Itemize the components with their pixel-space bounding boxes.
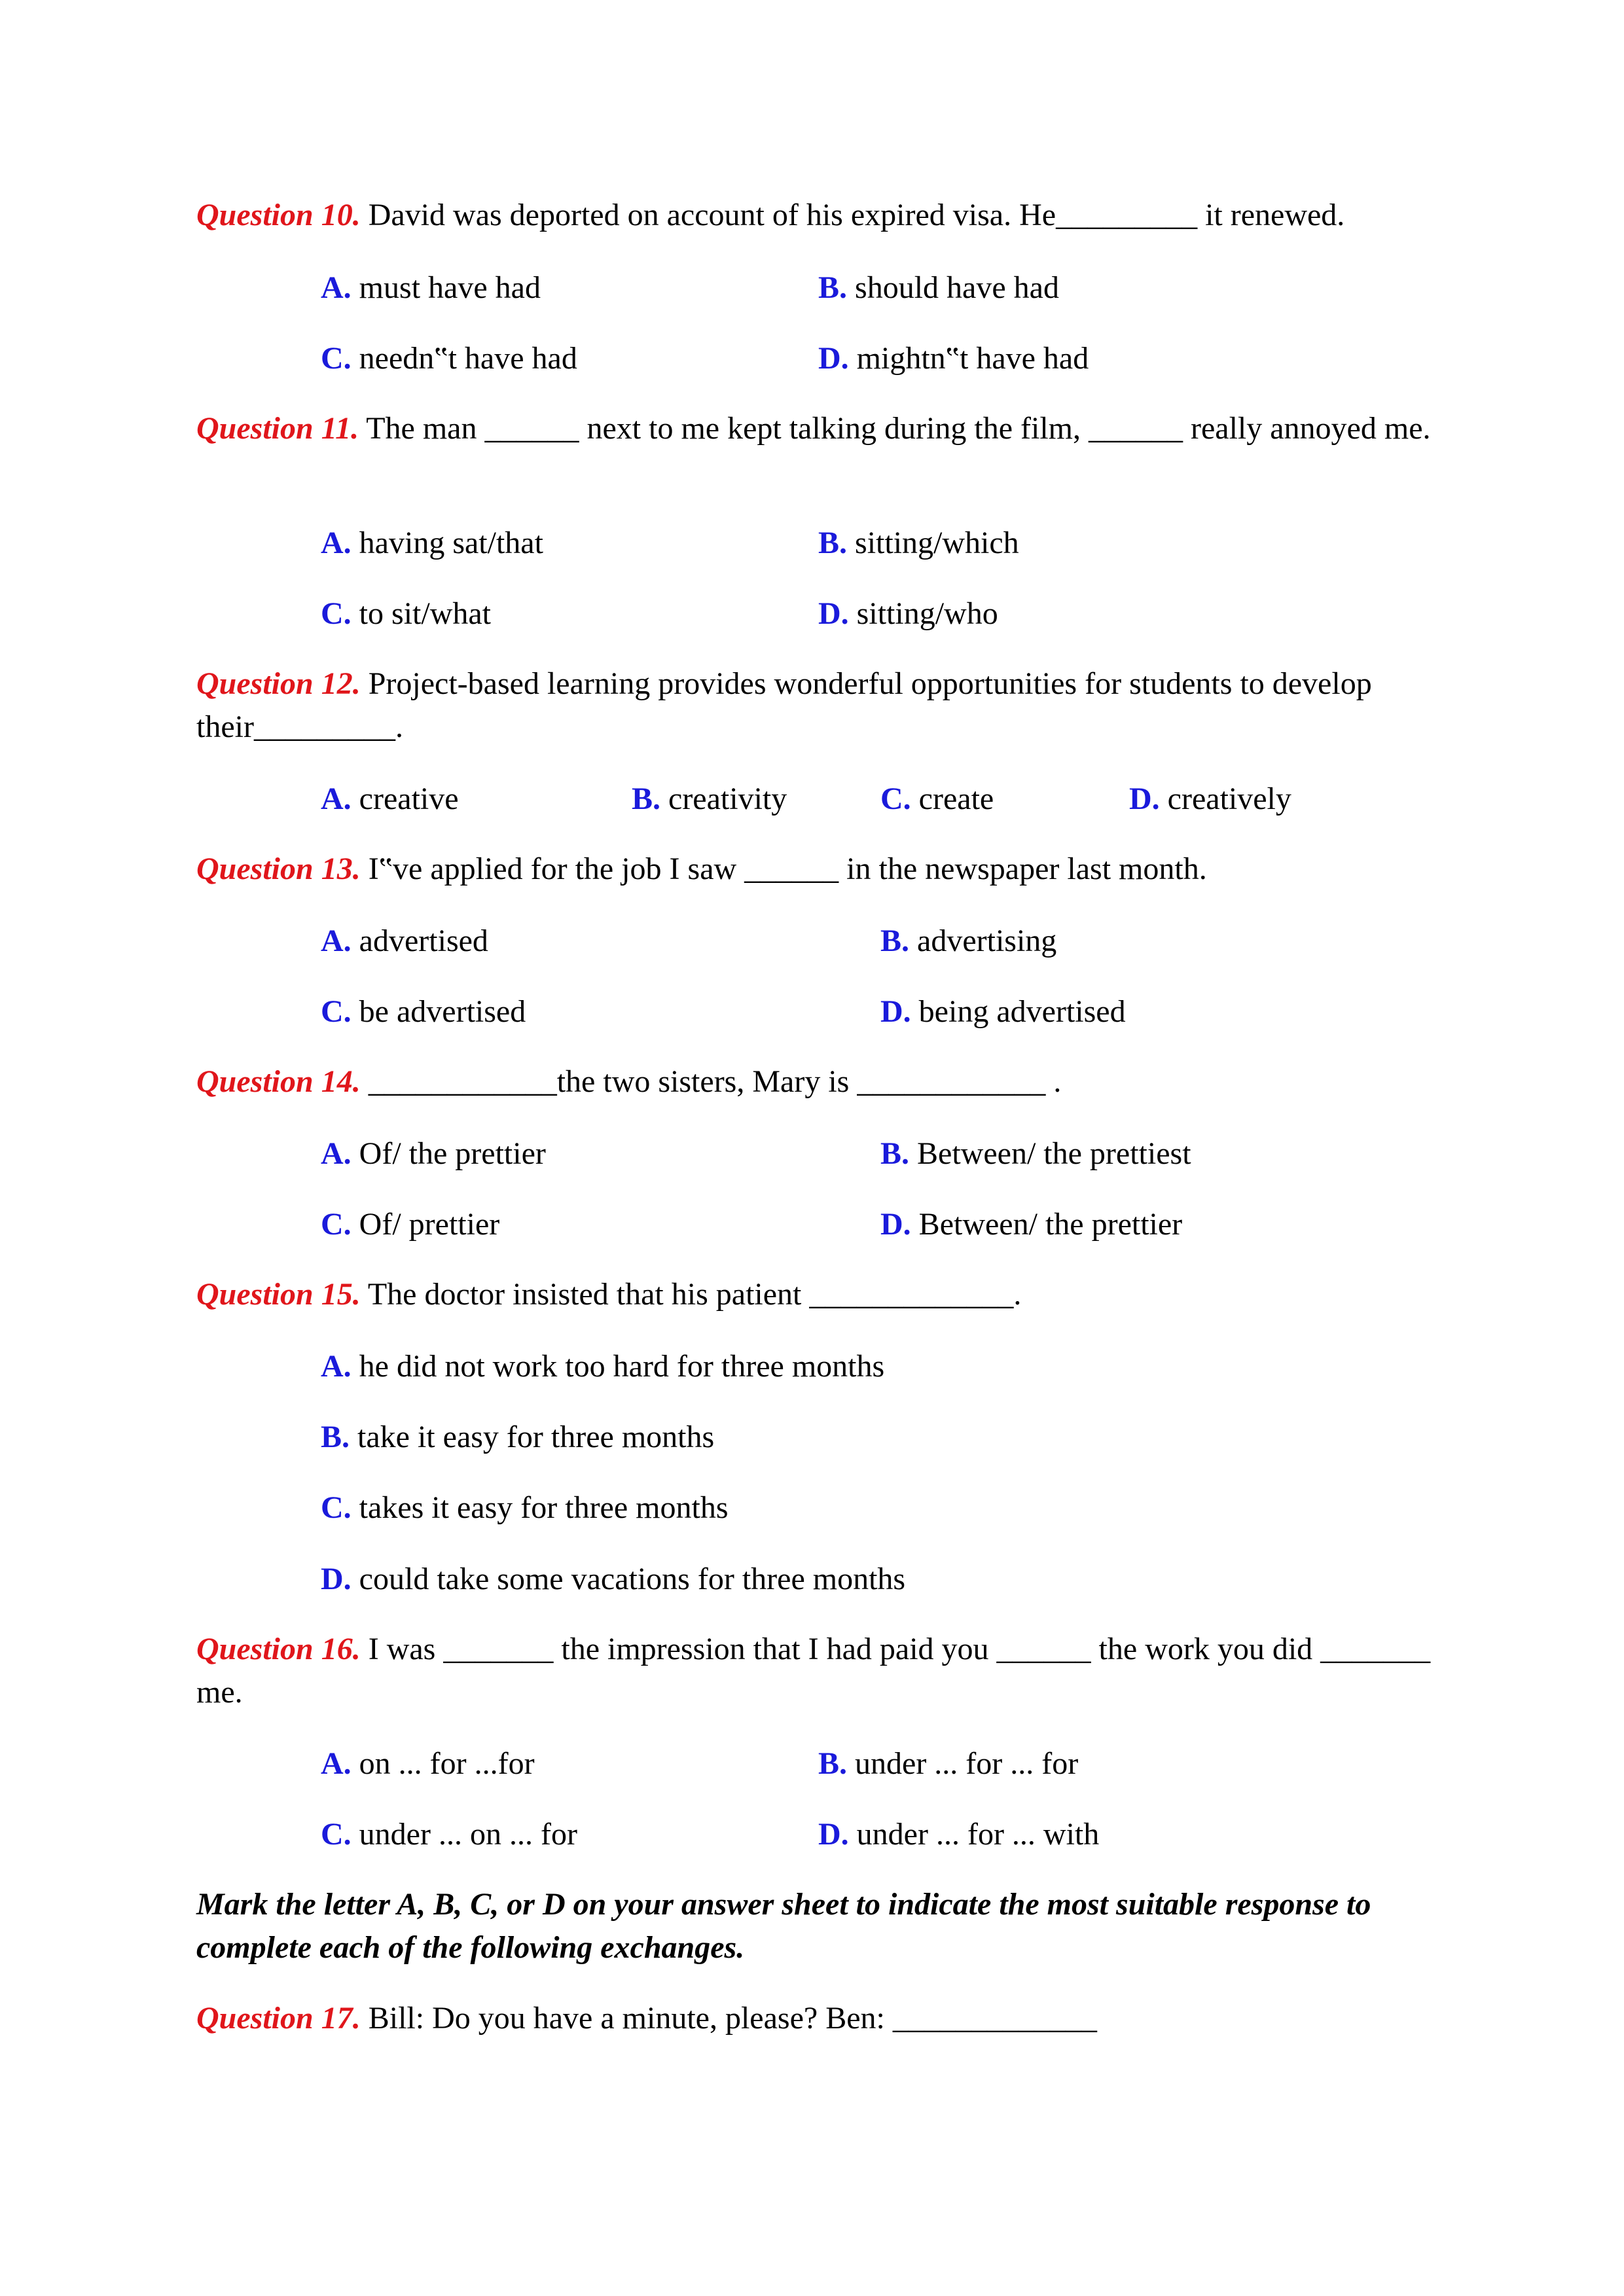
q12-option-a[interactable]: A. creative: [321, 781, 459, 816]
question-10: [196, 194, 1440, 237]
q12-option-c[interactable]: C. create: [880, 781, 994, 816]
question-text: I was _______ the impression that I had paid you ______ the work you did _______ me.: [196, 1632, 1431, 1710]
q16-option-d[interactable]: D. under ... for ... with: [818, 1817, 1100, 1852]
q16-option-b[interactable]: B. under ... for ... for: [818, 1746, 1079, 1781]
q15-option-a[interactable]: A. he did not work too hard for three months: [321, 1349, 885, 1384]
question-14: [196, 1060, 1440, 1103]
question-label: Question 10.: [196, 198, 361, 232]
question-label: Question 13.: [196, 852, 361, 886]
question-label: Question 11.: [196, 411, 359, 446]
q13-option-c[interactable]: C. be advertised: [321, 994, 526, 1029]
q11-option-a[interactable]: A. having sat/that: [321, 526, 543, 560]
question-text: The doctor insisted that his patient _____________.: [360, 1277, 1022, 1312]
q12-option-b[interactable]: B. creativity: [632, 781, 787, 816]
question-label: Question 16.: [196, 1632, 361, 1666]
q13-option-b[interactable]: B. advertising: [880, 924, 1057, 958]
q13-option-a[interactable]: A. advertised: [321, 924, 488, 958]
question-17: [196, 1997, 1440, 2040]
question-12: [196, 662, 1440, 749]
q12-option-d[interactable]: D. creatively: [1129, 781, 1291, 816]
q16-option-c[interactable]: C. under ... on ... for: [321, 1817, 577, 1852]
question-label: Question 17.: [196, 2001, 361, 2036]
q15-option-b[interactable]: B. take it easy for three months: [321, 1420, 715, 1454]
q14-option-b[interactable]: B. Between/ the prettiest: [880, 1136, 1191, 1171]
q15-option-c[interactable]: C. takes it easy for three months: [321, 1490, 729, 1525]
q10-option-c[interactable]: C. needn‟t have had: [321, 341, 577, 376]
question-text: ____________the two sisters, Mary is ____________ .: [360, 1064, 1062, 1099]
question-text: I‟ve applied for the job I saw ______ in the newspaper last month.: [360, 852, 1207, 886]
q10-option-d[interactable]: D. mightn‟t have had: [818, 341, 1089, 376]
question-text: Project-based learning provides wonderful opportunities for students to develop their_________.: [196, 666, 1372, 744]
question-11: [196, 407, 1440, 450]
question-label: Question 15.: [196, 1277, 361, 1312]
q14-option-a[interactable]: A. Of/ the prettier: [321, 1136, 546, 1171]
question-15: [196, 1273, 1440, 1316]
question-label: Question 14.: [196, 1064, 361, 1099]
question-13: [196, 848, 1440, 891]
question-text: Bill: Do you have a minute, please? Ben: _____________: [360, 2001, 1097, 2036]
q15-option-d[interactable]: D. could take some vacations for three months: [321, 1562, 906, 1596]
q13-option-d[interactable]: D. being advertised: [880, 994, 1126, 1029]
q11-option-b[interactable]: B. sitting/which: [818, 526, 1019, 560]
section-instruction: Mark the letter A, B, C, or D on your answer sheet to indicate the most suitable response to complete each of the following exchanges.: [196, 1887, 1371, 1965]
q11-option-c[interactable]: C. to sit/what: [321, 596, 491, 631]
question-label: Question 12.: [196, 666, 361, 701]
q11-option-d[interactable]: D. sitting/who: [818, 596, 998, 631]
q10-option-b[interactable]: B. should have had: [818, 270, 1059, 305]
q10-option-a[interactable]: A. must have had: [321, 270, 541, 305]
q14-option-d[interactable]: D. Between/ the prettier: [880, 1207, 1183, 1242]
question-16: [196, 1628, 1440, 1714]
q14-option-c[interactable]: C. Of/ prettier: [321, 1207, 500, 1242]
q16-option-a[interactable]: A. on ... for ...for: [321, 1746, 535, 1781]
question-text: The man ______ next to me kept talking during the film, ______ really annoyed me.: [359, 411, 1431, 446]
question-text: David was deported on account of his expired visa. He_________ it renewed.: [360, 198, 1345, 232]
